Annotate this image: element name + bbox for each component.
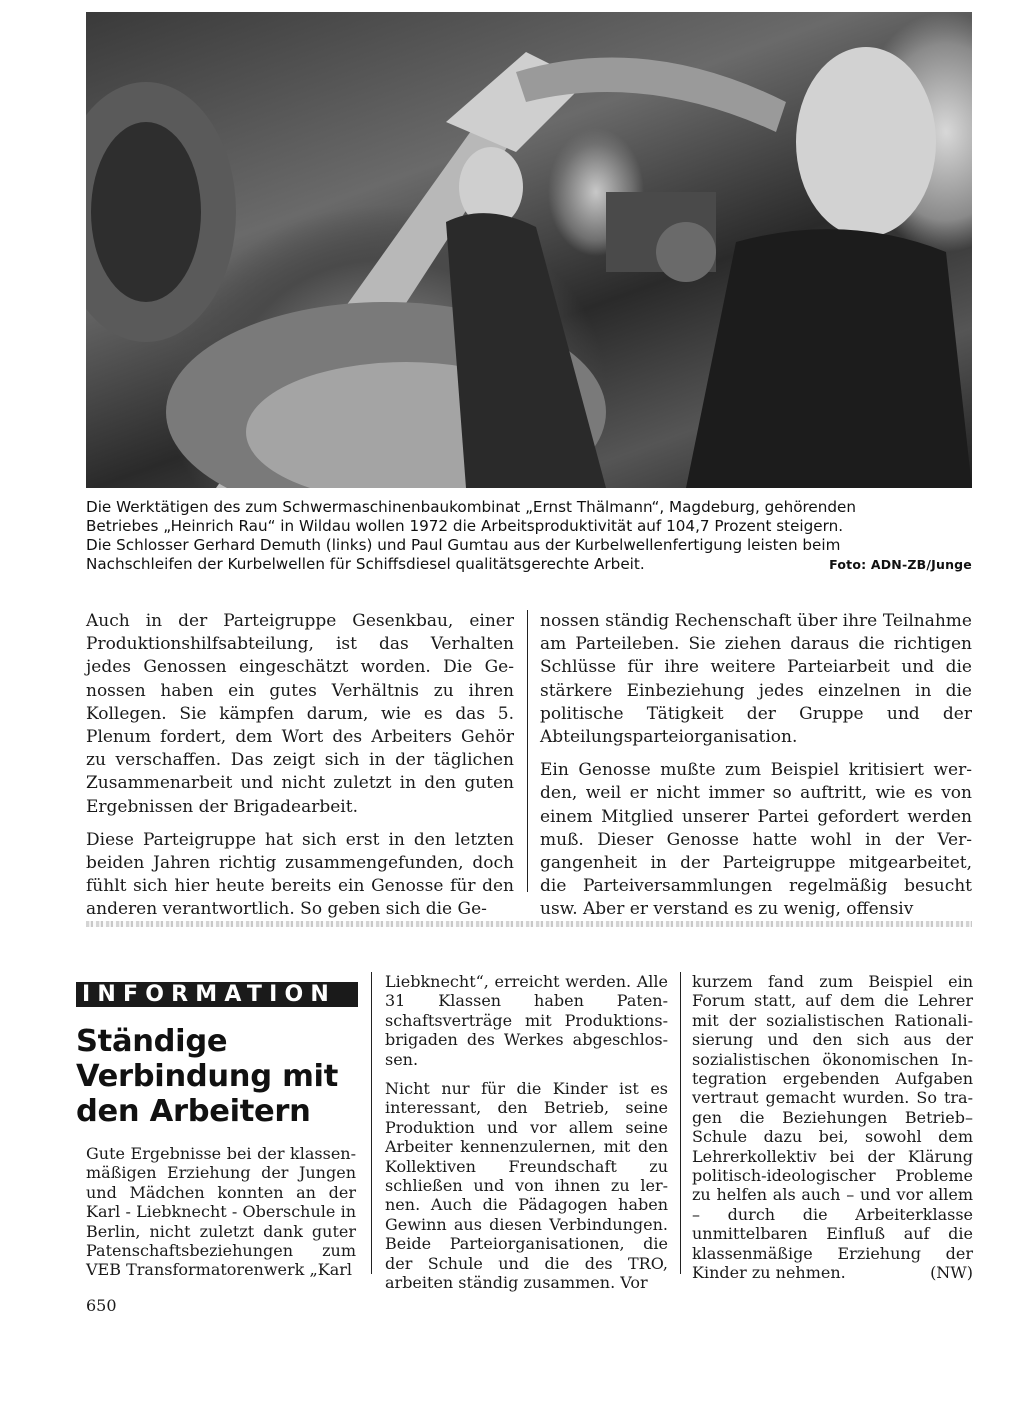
paragraph: Diese Parteigruppe hat sich erst in den letzten beiden Jahren richtig zusammengefunden, doch fühlt sich hier heute bereits ein Genosse für den anderen verantwortlich. So geben sich die Ge- xyxy=(86,829,514,920)
article-photo xyxy=(86,12,972,488)
information-column-2 xyxy=(385,972,668,1303)
paragraph-text: kurzem fand zum Beispiel ein Forum statt, auf dem die Lehrer mit der sozialistischen Rationalisierung und den sich aus der sozialistischen ökonomischen Integration ergebenden Aufgaben vertraut gemacht wurden. So tragen die Beziehungen Betrieb–Schule dazu bei, sowohl dem Lehrerkollektiv bei der Klärung politisch-ideologischer Probleme zu helfen als auch – und vor allem – durch die Arbeiterklasse unmittelbaren Einfluß auf die klassenmäßige Erziehung der Kinder zu nehmen. xyxy=(692,972,973,1283)
information-label: INFORMATION xyxy=(76,982,358,1007)
information-headline xyxy=(76,1024,366,1129)
column-divider xyxy=(371,972,372,1274)
author-signature: (NW) xyxy=(930,1263,973,1283)
paragraph: Auch in der Parteigruppe Gesenkbau, einer Produktionshilfsabteilung, ist das Verhalten jedes Genossen eingeschätzt worden. Die Genossen haben ein gutes Verhältnis zu ihren Kollegen. Sie kämpfen darum, wie es das 5. Plenum fordert, dem Wort des Arbeiters Gehör zu verschaffen. Das zeigt sich in der täglichen Zusammenarbeit und nicht zuletzt in den guten Ergebnissen der Brigadearbeit. xyxy=(86,611,514,817)
page-number: 650 xyxy=(86,1296,117,1315)
paragraph xyxy=(692,972,973,1283)
paragraph: Nicht nur für die Kinder ist es interessant, den Betrieb, seine Produktion und vor allem seine Arbeiter kennenzulernen, mit den Kollektiven Freundschaft zu schließen und von ihnen zu lernen. Auch die Pädagogen haben Gewinn aus diesen Verbindungen. Beide Parteiorganisationen, die der Schule und die des TRO, arbeiten ständig zusammen. Vor xyxy=(385,1079,668,1293)
photo-caption xyxy=(86,498,972,574)
column-divider xyxy=(680,972,681,1274)
caption-line: Nachschleifen der Kurbelwellen für Schiffsdiesel qualitätsgerechte Arbeit. xyxy=(86,555,645,573)
photo-image-icon xyxy=(86,12,972,488)
headline-line: Verbindung mit xyxy=(76,1059,338,1094)
column-divider xyxy=(527,610,528,892)
caption-last-line xyxy=(86,555,972,574)
paragraph: Gute Ergebnisse bei der klassenmäßigen Erziehung der Jungen und Mädchen konnten an der Karl - Liebknecht - Oberschule in Berlin, nicht zuletzt dank guter Patenschaftsbeziehungen zum VEB Transformatorenwerk „Karl xyxy=(86,1144,356,1280)
headline-line: den Arbeitern xyxy=(76,1094,311,1129)
paragraph: Liebknecht“, erreicht werden. Alle 31 Klassen haben Patenschaftsverträge mit Produktionsbrigaden des Werkes abgeschlossen. xyxy=(385,972,668,1069)
paragraph: Ein Genosse mußte zum Beispiel kritisiert werden, weil er nicht immer so auftritt, wie es von einem Mitglied unserer Partei gefordert werden muß. Dieser Genosse hatte wohl in der Vergangenheit in der Parteigruppe mitgearbeitet, die Parteiversammlungen regelmäßig besucht usw. Aber er verstand es zu wenig, offensiv xyxy=(540,760,972,920)
caption-line: Betriebes „Heinrich Rau“ in Wildau wollen 1972 die Arbeitsproduktivität auf 104,7 Prozent steigern. xyxy=(86,517,844,535)
photo-credit: Foto: ADN-ZB/Junge xyxy=(829,557,972,572)
information-column-1 xyxy=(86,1144,356,1290)
information-column-3 xyxy=(692,972,973,1293)
section-divider xyxy=(86,921,972,927)
headline-line: Ständige xyxy=(76,1024,228,1059)
caption-line: Die Schlosser Gerhard Demuth (links) und Paul Gumtau aus der Kurbelwellenfertigung leisten beim xyxy=(86,536,841,554)
caption-line: Die Werktätigen des zum Schwermaschinenbaukombinat „Ernst Thälmann“, Magdeburg, gehörenden xyxy=(86,498,856,516)
article-column-1 xyxy=(86,610,514,932)
article-column-2 xyxy=(540,610,972,932)
paragraph: nossen ständig Rechenschaft über ihre Teilnahme am Parteileben. Sie ziehen daraus die richtigen Schlüsse für ihre weitere Parteiarbeit und die stärkere Einbeziehung jedes einzelnen in die politische Tätigkeit der Gruppe und der Abteilungsparteiorganisation. xyxy=(540,611,972,748)
